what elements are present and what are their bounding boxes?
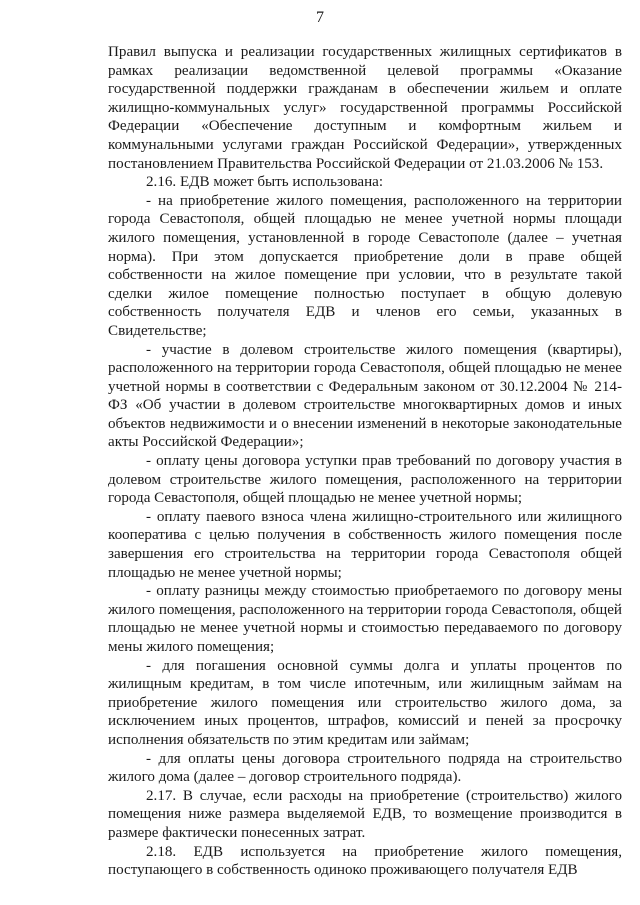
list-item-exchange-difference: - оплату разницы между стоимостью приобретаемого по договору мены жилого помещения, расположенного на территории города Севастополя, общей площадью не менее учетной нормы и стоимостью передаваемого по договору мены жилого помещения; — [108, 583, 622, 655]
list-item-construction-contract: - для оплаты цены договора строительного подряда на строительство жилого дома (далее – договор строительного подряда). — [108, 750, 622, 786]
list-item-purchase: - на приобретение жилого помещения, расположенного на территории города Севастополя, общей площадью не менее учетной нормы площади жилого помещения, установленной в городе Севастополе (далее – учетная норма). При этом допускается приобретение доли в праве общей собственности на жилое помещение при условии, что в результате такой сделки жилое помещение полностью поступает в общую долевую собственность получателя ЕДВ и членов его семьи, указанных в Свидетельстве; — [108, 192, 622, 339]
paragraph-2-17: 2.17. В случае, если расходы на приобретение (строительство) жилого помещения ниже размера выделяемой ЕДВ, то возмещение производится в размере фактически понесенных затрат. — [108, 787, 622, 841]
page-number: 7 — [316, 9, 324, 26]
paragraph-2-16-heading: 2.16. ЕДВ может быть использована: — [146, 174, 384, 191]
list-item-loan-repayment: - для погашения основной суммы долга и уплаты процентов по жилищным кредитам, в том числе ипотечным, или жилищным займам на приобретение жилого помещения или строительство жилого дома, за исключением иных процентов, штрафов, комиссий и пеней за просрочку исполнения обязательств по этим кредитам или займам; — [108, 657, 622, 748]
document-body — [108, 43, 622, 880]
list-item-assignment-payment: - оплату цены договора уступки прав требований по договору участия в долевом строительстве жилого помещения, расположенного на территории города Севастополя, общей площадью не менее учетной нормы; — [108, 453, 622, 507]
list-item-shared-construction: - участие в долевом строительстве жилого помещения (квартиры), расположенного на территории города Севастополя, общей площадью не менее учетной нормы в соответствии с Федеральным законом от 30.12.2004 № 214-ФЗ «Об участии в долевом строительстве многоквартирных домов и иных объектов недвижимости и о внесении изменений в некоторые законодательные акты Российской Федерации»; — [108, 341, 622, 451]
paragraph-continuation: Правил выпуска и реализации государственных жилищных сертификатов в рамках реализации ведомственной целевой программы «Оказание государственной поддержки гражданам в обеспечении жильем и оплате жилищно-коммунальных услуг» государственной программы Российской Федерации «Обеспечение доступным и комфортным жильем и коммунальными услугами граждан Российской Федерации», утвержденных постановлением Правительства Российской Федерации от 21.03.2006 № 153. — [108, 44, 622, 172]
list-item-cooperative-share: - оплату паевого взноса члена жилищно-строительного или жилищного кооператива с целью получения в собственность жилого помещения после завершения его строительства на территории города Севастополя общей площадью не менее учетной нормы; — [108, 508, 622, 581]
paragraph-2-18: 2.18. ЕДВ используется на приобретение жилого помещения, поступающего в собственность одиноко проживающего получателя ЕДВ — [108, 843, 622, 879]
